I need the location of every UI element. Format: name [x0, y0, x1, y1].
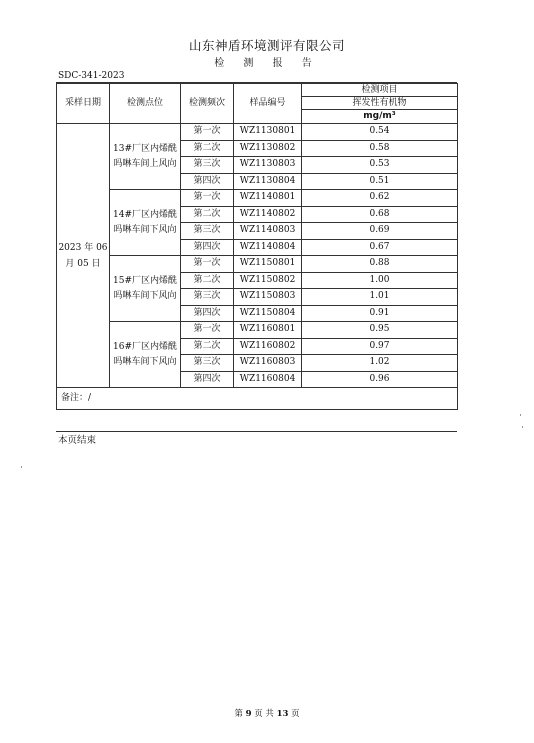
value-cell: 0.68 — [302, 206, 458, 223]
value-cell: 0.58 — [302, 140, 458, 157]
frequency-cell: 第二次 — [181, 338, 234, 355]
frequency-cell: 第一次 — [181, 124, 234, 141]
value-cell: 0.69 — [302, 223, 458, 240]
header-date: 采样日期 — [57, 84, 110, 124]
report-title: 检 测 报 告 — [214, 58, 320, 69]
value-cell: 0.91 — [302, 305, 458, 322]
value-cell: 0.97 — [302, 338, 458, 355]
total-pages: 13 — [276, 709, 289, 719]
company-name: 山东神盾环境测评有限公司 — [188, 38, 345, 53]
frequency-cell: 第二次 — [181, 206, 234, 223]
page-footer — [0, 707, 534, 719]
value-cell: 0.54 — [302, 124, 458, 141]
value-cell: 1.02 — [302, 355, 458, 372]
remark-row — [57, 388, 458, 410]
frequency-cell: 第一次 — [181, 256, 234, 273]
footer-suffix: 页 — [291, 709, 300, 719]
header-sample-no: 样品编号 — [234, 84, 302, 124]
header-analyte: 挥发性有机物 — [302, 97, 458, 110]
scan-speck — [522, 426, 523, 428]
sample-number-cell: WZ1130804 — [234, 173, 302, 190]
table-row — [57, 190, 458, 207]
document-number: SDC-341-2023 — [58, 71, 125, 81]
header-unit: mg/m³ — [302, 110, 458, 124]
sample-number-cell: WZ1140801 — [234, 190, 302, 207]
sample-number-cell: WZ1130802 — [234, 140, 302, 157]
end-of-page-note: 本页结束 — [58, 435, 97, 446]
frequency-cell: 第四次 — [181, 239, 234, 256]
location-cell: 13#厂区内烯酰吗啉车间上风向 — [110, 124, 181, 190]
value-cell: 0.67 — [302, 239, 458, 256]
page-number: 9 — [245, 709, 252, 719]
location-cell: 16#厂区内烯酰吗啉车间下风向 — [110, 322, 181, 388]
location-cell: 15#厂区内烯酰吗啉车间下风向 — [110, 256, 181, 322]
sample-number-cell: WZ1130801 — [234, 124, 302, 141]
location-cell: 14#厂区内烯酰吗啉车间下风向 — [110, 190, 181, 256]
frequency-cell: 第四次 — [181, 173, 234, 190]
table-header-row — [57, 84, 458, 97]
remark-cell: 备注：/ — [57, 388, 458, 410]
sample-number-cell: WZ1140802 — [234, 206, 302, 223]
frequency-cell: 第四次 — [181, 305, 234, 322]
frequency-cell: 第三次 — [181, 289, 234, 306]
frequency-cell: 第二次 — [181, 272, 234, 289]
scan-speck — [520, 414, 521, 416]
sample-number-cell: WZ1160804 — [234, 371, 302, 388]
sample-number-cell: WZ1140804 — [234, 239, 302, 256]
sample-number-cell: WZ1150803 — [234, 289, 302, 306]
frequency-cell: 第三次 — [181, 223, 234, 240]
sample-number-cell: WZ1150801 — [234, 256, 302, 273]
value-cell: 0.95 — [302, 322, 458, 339]
value-cell: 1.00 — [302, 272, 458, 289]
table-row — [57, 124, 458, 141]
sample-number-cell: WZ1150804 — [234, 305, 302, 322]
value-cell: 0.62 — [302, 190, 458, 207]
value-cell: 0.96 — [302, 371, 458, 388]
header-item: 检测项目 — [302, 84, 458, 97]
results-table — [56, 83, 458, 410]
value-cell: 0.51 — [302, 173, 458, 190]
sample-number-cell: WZ1140803 — [234, 223, 302, 240]
sample-number-cell: WZ1160803 — [234, 355, 302, 372]
sample-number-cell: WZ1150802 — [234, 272, 302, 289]
footer-prefix: 第 — [234, 709, 243, 719]
frequency-cell: 第三次 — [181, 157, 234, 174]
frequency-cell: 第三次 — [181, 355, 234, 372]
frequency-cell: 第一次 — [181, 322, 234, 339]
footer-middle: 页 共 — [254, 709, 274, 719]
value-cell: 0.88 — [302, 256, 458, 273]
frequency-cell: 第二次 — [181, 140, 234, 157]
table-row — [57, 322, 458, 339]
sample-number-cell: WZ1160801 — [234, 322, 302, 339]
sample-number-cell: WZ1160802 — [234, 338, 302, 355]
sample-number-cell: WZ1130803 — [234, 157, 302, 174]
sampling-date: 2023 年 06 月 05 日 — [57, 124, 110, 388]
end-rule — [56, 431, 457, 432]
value-cell: 0.53 — [302, 157, 458, 174]
value-cell: 1.01 — [302, 289, 458, 306]
table-row — [57, 256, 458, 273]
frequency-cell: 第四次 — [181, 371, 234, 388]
header-frequency: 检测频次 — [181, 84, 234, 124]
frequency-cell: 第一次 — [181, 190, 234, 207]
header-location: 检测点位 — [110, 84, 181, 124]
scan-speck — [21, 466, 22, 468]
